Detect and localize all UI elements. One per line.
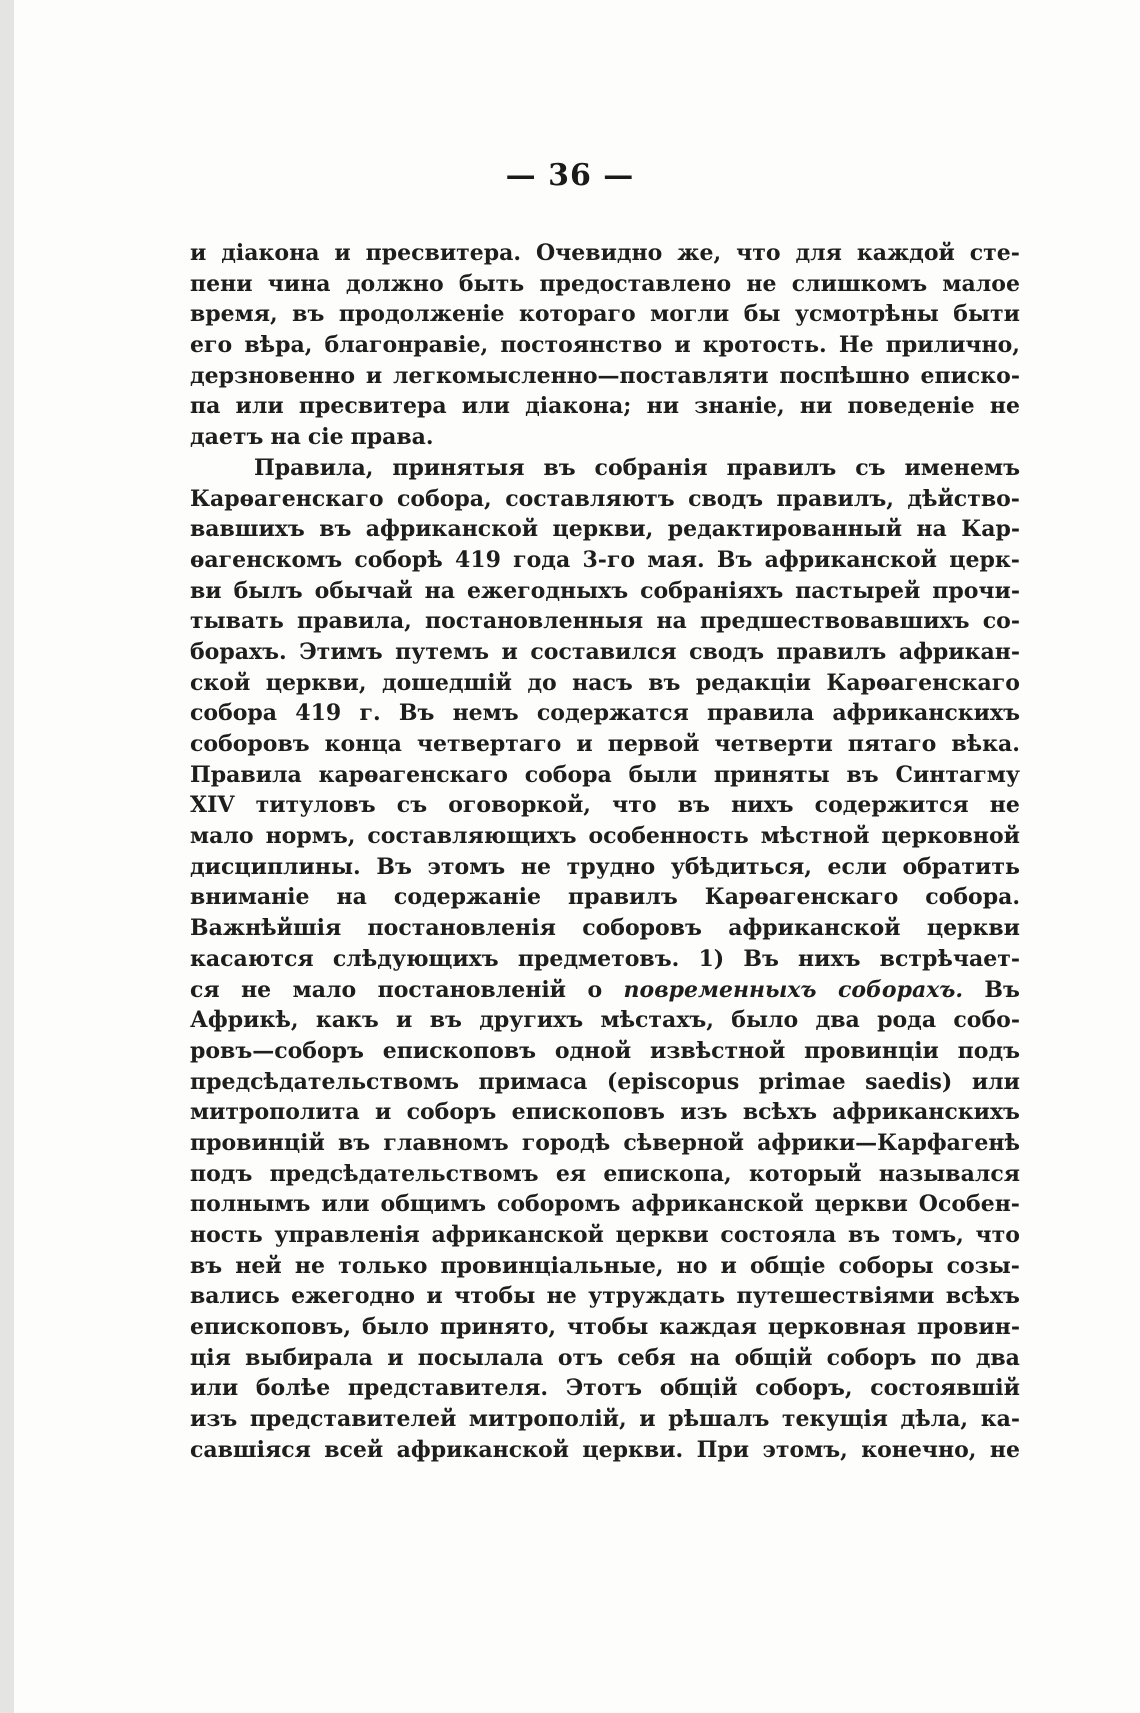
text-line: дерзновенно и легкомысленно—поставляти поспѣшно еписко- <box>190 362 1020 389</box>
text-line: его вѣра, благонравіе, постоянство и кротость. Не прилично, <box>190 332 1020 359</box>
text-line: въ ней не только провинціальные, но и общіе соборы созы- <box>190 1252 1020 1279</box>
text-line: Важнѣйшія постановленія соборовъ африканской церкви <box>190 915 1020 942</box>
text-line: епископовъ, было принято, чтобы каждая церковная провин- <box>190 1314 1020 1341</box>
text-line: ской церкви, дошедшій до насъ въ редакціи Карѳагенскаго <box>190 669 1020 696</box>
text-line: вниманіе на содержаніе правилъ Карѳагенскаго собора. <box>190 884 1020 911</box>
text-line: дисциплины. Въ этомъ не трудно убѣдиться, если обратить <box>190 853 1020 880</box>
text-line: савшіяся всей африканской церкви. При этомъ, конечно, не <box>190 1436 1020 1463</box>
text-line: или болѣе представителя. Этотъ общій соборъ, состоявшій <box>190 1375 1020 1402</box>
text-line: вавшихъ въ африканской церкви, редактированный на Кар- <box>190 516 1020 543</box>
text-line: Карѳагенскаго собора, составляютъ сводъ правилъ, дѣйство- <box>190 485 1020 512</box>
text-line: даетъ на сіе права. <box>190 424 434 451</box>
text-line: изъ представителей митрополій, и рѣшалъ текущія дѣла, ка- <box>190 1406 1020 1433</box>
text-line: тывать правила, постановленныя на предшествовавшихъ со- <box>190 608 1020 635</box>
text-line: соборовъ конца четвертаго и первой четверти пятаго вѣка. <box>190 731 1020 757</box>
text-line: митрополита и соборъ епископовъ изъ всѣхъ африканскихъ <box>190 1099 1020 1126</box>
text-line: мало нормъ, составляющихъ особенность мѣстной церковной <box>190 823 1020 850</box>
page-number: — 36 — <box>505 158 635 193</box>
text-line: полнымъ или общимъ соборомъ африканской церкви Особен- <box>190 1191 1020 1218</box>
text-line: ѳагенскомъ соборѣ 419 года 3-го мая. Въ африканской церк- <box>190 546 1020 573</box>
text-line: время, въ продолженіе котораго могли бы усмотрѣны быти <box>190 301 1020 328</box>
text-line: ровъ—соборъ епископовъ одной извѣстной провинціи подъ <box>190 1037 1020 1064</box>
text-line: пени чина должно быть предоставлено не слишкомъ малое <box>190 270 1020 297</box>
text-line: ви былъ обычай на ежегодныхъ собраніяхъ пастырей прочи- <box>190 577 1020 604</box>
page-edge-shadow <box>0 0 14 1713</box>
text-line: предсѣдательствомъ примаса (episcopus primae saedis) или <box>190 1068 1020 1095</box>
text-line: вались ежегодно и чтобы не утруждать путешествіями всѣхъ <box>190 1283 1020 1310</box>
text-line: и діакона и пресвитера. Очевидно же, что для каждой сте- <box>190 240 1020 266</box>
text-line: ція выбирала и посылала отъ себя на общій соборъ по два <box>190 1344 1020 1371</box>
text-line: собора 419 г. Въ немъ содержатся правила африканскихъ <box>190 700 1020 727</box>
text-line: Африкѣ, какъ и въ другихъ мѣстахъ, было два рода собо- <box>190 1007 1020 1034</box>
text-line: XIV титуловъ съ оговоркой, что въ нихъ содержится не <box>190 792 1020 819</box>
text-line: ся не мало постановленій о повременныхъ соборахъ. Въ <box>190 976 1020 1003</box>
text-line: касаются слѣдующихъ предметовъ. 1) Въ нихъ встрѣчает- <box>190 945 1020 972</box>
text-line: провинцій въ главномъ городѣ сѣверной африки—Карфагенѣ <box>190 1129 1020 1156</box>
text-line: Правила, принятыя въ собранія правилъ съ именемъ <box>254 454 1020 481</box>
body-text <box>190 238 1020 1466</box>
text-line: па или пресвитера или діакона; ни знаніе, ни поведеніе не <box>190 393 1020 420</box>
text-line: подъ предсѣдательствомъ ея епископа, который назывался <box>190 1160 1020 1187</box>
text-line: ность управленія африканской церкви состояла въ томъ, что <box>190 1222 1020 1248</box>
text-line: Правила карѳагенскаго собора были приняты въ Синтагму <box>190 761 1020 788</box>
text-line: борахъ. Этимъ путемъ и составился сводъ правилъ африкан- <box>190 638 1020 665</box>
